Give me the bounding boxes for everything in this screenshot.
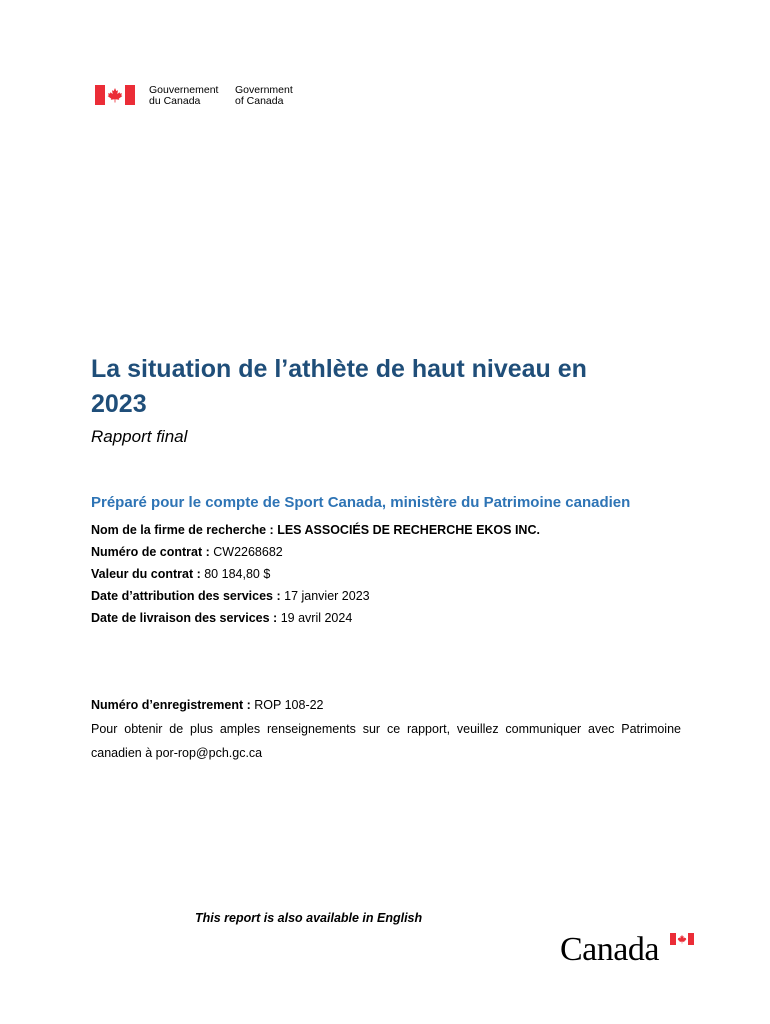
report-subtitle: Rapport final [91, 427, 188, 446]
detail-row [91, 563, 540, 585]
wordmark-flag-icon [670, 933, 694, 945]
detail-value: CW2268682 [213, 545, 283, 559]
registration-label: Numéro d’enregistrement : [91, 698, 251, 712]
canada-flag-icon [95, 85, 135, 105]
english-availability-note: This report is also available in English [195, 911, 423, 925]
report-title-line1: La situation de l’athlète de haut niveau en [91, 355, 587, 383]
detail-label: Nom de la firme de recherche : [91, 523, 274, 537]
detail-value: 17 janvier 2023 [284, 589, 370, 603]
registration-value: ROP 108-22 [254, 698, 324, 712]
contact-paragraph: Pour obtenir de plus amples renseignements sur ce rapport, veuillez communiquer avec Patrimoine canadien à por-rop@pch.gc.ca [91, 722, 681, 760]
detail-value: 80 184,80 $ [204, 567, 271, 581]
signature-french [149, 85, 239, 107]
canada-wordmark [560, 930, 690, 970]
registration-line [91, 693, 681, 717]
detail-label: Numéro de contrat : [91, 545, 210, 559]
detail-row [91, 519, 540, 541]
wordmark-text: Canada [560, 931, 659, 968]
government-signature [95, 84, 293, 107]
prepared-for-heading: Préparé pour le compte de Sport Canada, ministère du Patrimoine canadien [91, 494, 631, 511]
detail-row [91, 585, 540, 607]
detail-label: Valeur du contrat : [91, 567, 201, 581]
signature-english [235, 85, 325, 107]
report-title [91, 352, 691, 422]
registration-block [91, 693, 681, 765]
report-title-line2: 2023 [91, 390, 147, 418]
detail-label: Date d’attribution des services : [91, 589, 281, 603]
signature-fr-line1: Gouvernement [149, 84, 219, 96]
detail-row [91, 541, 540, 563]
detail-label: Date de livraison des services : [91, 611, 278, 625]
signature-en-line1: Government [235, 84, 293, 96]
detail-value: 19 avril 2024 [280, 611, 353, 625]
signature-en-line2: of Canada [235, 95, 284, 107]
contract-details [91, 519, 540, 629]
signature-fr-line2: du Canada [149, 95, 201, 107]
detail-row [91, 607, 540, 629]
detail-value: LES ASSOCIÉS DE RECHERCHE EKOS INC. [277, 523, 540, 537]
